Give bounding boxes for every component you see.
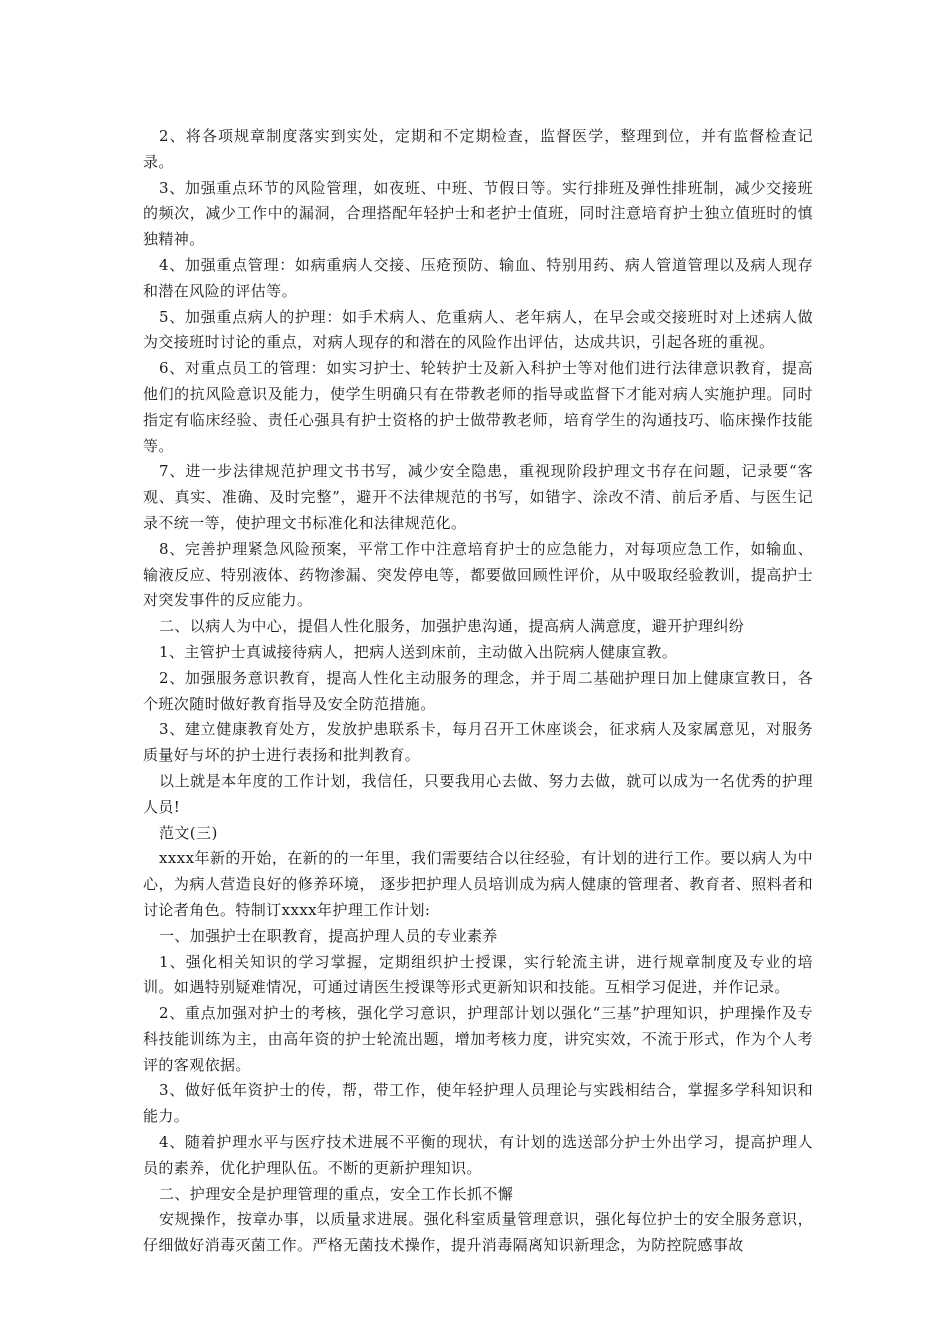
paragraph-rule-7: 7、进一步法律规范护理文书书写，减少安全隐患，重视现阶段护理文书存在问题，记录要“客观、真实、准确、及时完整”，避开不法律规范的书写，如错字、涂改不清、前后矛盾、与医生记录不统一等，使护理文书标准化和法律规范化。 [143,462,813,532]
paragraph-rule-3: 3、加强重点环节的风险管理，如夜班、中班、节假日等。实行排班及弹性排班制，减少交接班的频次，减少工作中的漏洞，合理搭配年轻护士和老护士值班，同时注意培育护士独立值班时的慎独精神。 [143,178,813,249]
paragraph-safety: 安规操作，按章办事，以质量求进展。强化科室质量管理意识，强化每位护士的安全服务意识，仔细做好消毒灭菌工作。严格无菌技术操作，提升消毒隔离知识新理念，为防控院感事故 [143,1210,813,1255]
paragraph-education-1: 1、强化相关知识的学习掌握，定期组织护士授课，实行轮流主讲，进行规章制度及专业的培训。如遇特别疑难情况，可通过请医生授课等形式更新知识和技能。互相学习促进，并作记录。 [143,952,813,997]
paragraph-conclusion: 以上就是本年度的工作计划，我信任，只要我用心去做、努力去做，就可以成为一名优秀的护理人员! [143,771,813,816]
paragraph-rule-8: 8、完善护理紧急风险预案，平常工作中注意培育护士的应急能力，对每项应急工作，如输血、输液反应、特别液体、药物渗漏、突发停电等，都要做回顾性评价，从中吸取经验教训，提高护士对突发事件的反应能力。 [143,539,813,610]
sample-heading-3: 范文(三) [159,823,218,842]
paragraph-service-2: 2、加强服务意识教育，提高人性化主动服务的理念，并于周二基础护理日加上健康宣教日，各个班次随时做好教育指导及安全防范措施。 [143,668,813,713]
paragraph-rule-5: 5、加强重点病人的护理：如手术病人、危重病人、老年病人，在早会或交接班时对上述病人做为交接班时讨论的重点，对病人现存的和潜在的风险作出评估，达成共识，引起各班的重视。 [143,307,813,352]
paragraph-service-3: 3、建立健康教育处方，发放护患联系卡，每月召开工休座谈会，征求病人及家属意见，对服务质量好与坏的护士进行表扬和批判教育。 [143,720,813,765]
paragraph-rule-4: 4、加强重点管理：如病重病人交接、压疮预防、输血、特别用药、病人管道管理以及病人现存和潜在风险的评估等。 [143,255,813,300]
section-heading-education: 一、加强护士在职教育，提高护理人员的专业素养 [159,926,498,945]
document-body [143,124,813,1259]
paragraph-education-2: 2、重点加强对护士的考核，强化学习意识，护理部计划以强化“三基”护理知识，护理操作及专科技能训练为主，由高年资的护士轮流出题，增加考核力度，讲究实效，不流于形式，作为个人考评的客观依据。 [143,1004,813,1074]
paragraph-education-4: 4、随着护理水平与医疗技术进展不平衡的现状，有计划的选送部分护士外出学习，提高护理人员的素养，优化护理队伍。不断的更新护理知识。 [143,1133,813,1177]
paragraph-service-1: 1、主管护士真诚接待病人，把病人送到床前，主动做入出院病人健康宣教。 [159,642,678,661]
paragraph-rule-6: 6、对重点员工的管理：如实习护士、轮转护士及新入科护士等对他们进行法律意识教育，提高他们的抗风险意识及能力，使学生明确只有在带教老师的指导或监督下才能对病人实施护理。同时指定有临床经验、责任心强具有护士资格的护士做带教老师，培育学生的沟通技巧、临床操作技能等。 [143,359,813,455]
paragraph-education-3: 3、做好低年资护士的传，帮，带工作，使年轻护理人员理论与实践相结合，掌握多学科知识和能力。 [143,1081,813,1126]
paragraph-intro: xxxx年新的开始，在新的的一年里，我们需要结合以往经验，有计划的进行工作。要以病人为中心，为病人营造良好的修养环境， 逐步把护理人员培训成为病人健康的管理者、教育者、照料者和讨论者角色。特制订xxxx年护理工作计划: [143,849,813,919]
section-heading-patient-centered: 二、以病人为中心，提倡人性化服务，加强护患沟通，提高病人满意度，避开护理纠纷 [159,617,745,636]
paragraph-rule-2: 2、将各项规章制度落实到实处，定期和不定期检查，监督医学，整理到位，并有监督检查记录。 [143,127,813,171]
section-heading-safety: 二、护理安全是护理管理的重点，安全工作长抓不懈 [159,1184,514,1203]
